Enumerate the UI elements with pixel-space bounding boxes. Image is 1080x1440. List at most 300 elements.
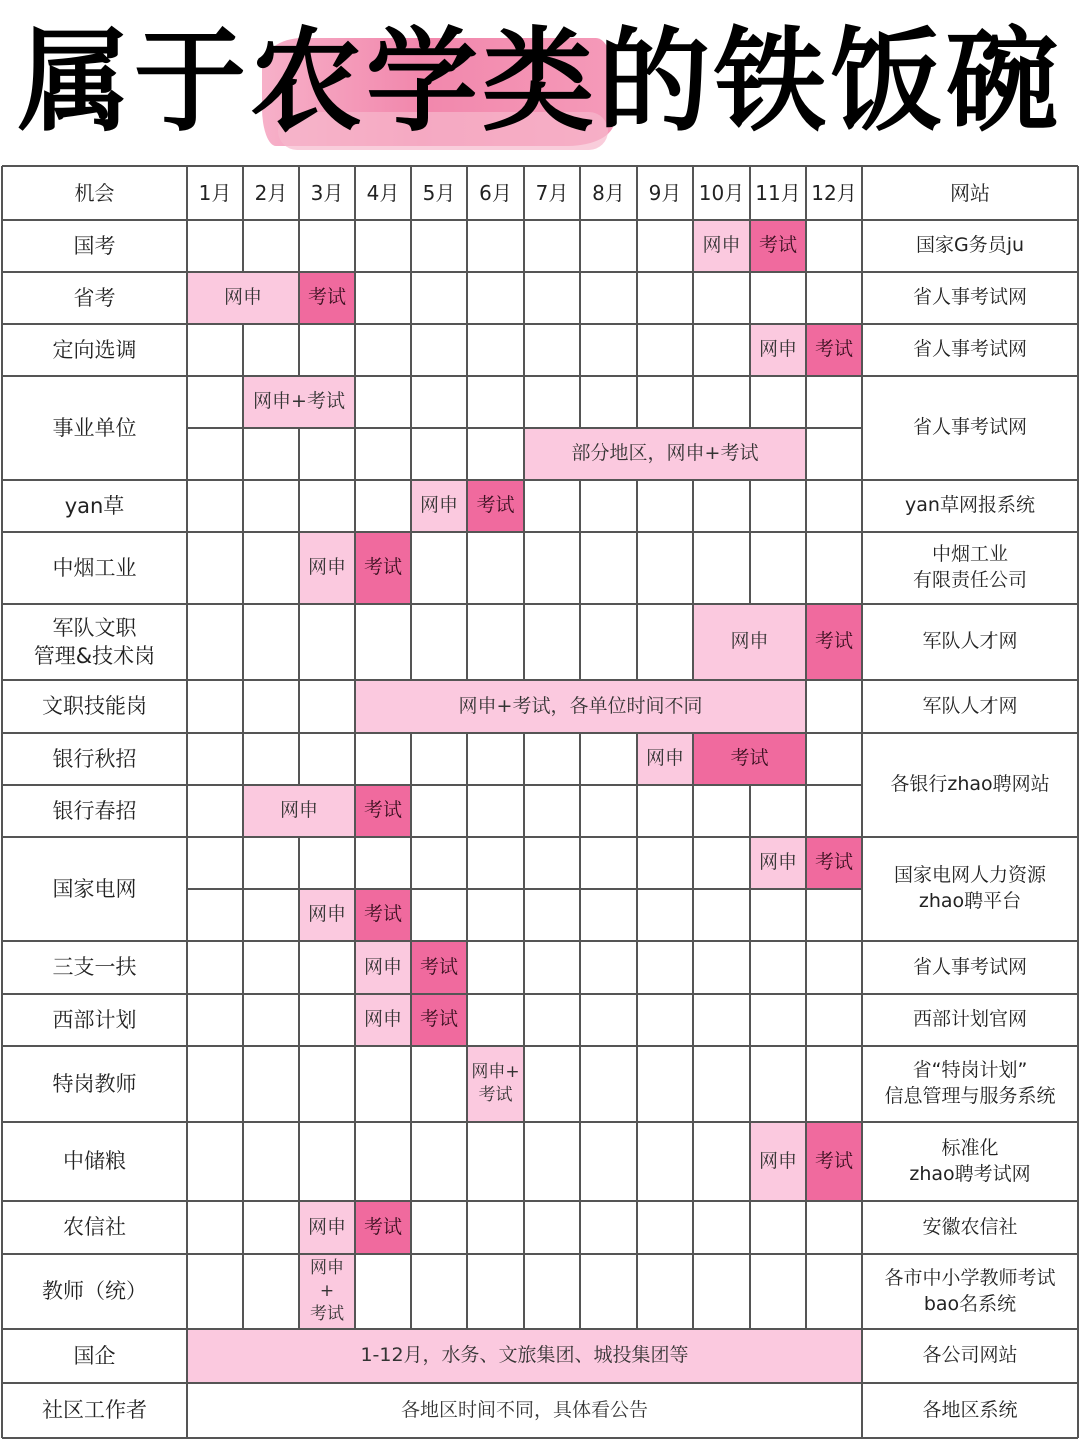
row-website: 军队人才网	[922, 694, 1018, 717]
grid-line	[692, 1046, 694, 1122]
grid-line	[579, 1122, 581, 1201]
grid-line	[749, 376, 751, 428]
row-label: 教师（统）	[42, 1279, 147, 1304]
grid-line	[242, 680, 244, 733]
grid-line	[298, 837, 300, 889]
grid-line	[579, 837, 581, 889]
grid-line	[636, 604, 638, 680]
grid-line	[579, 220, 581, 272]
grid-line	[579, 166, 581, 220]
grid-line	[749, 532, 751, 604]
schedule-bar: 部分地区，网申+考试	[524, 428, 806, 480]
schedule-bar: 网申	[187, 272, 299, 324]
grid-line	[523, 272, 525, 324]
header-month: 10月	[698, 180, 745, 205]
row-label: 三支一扶	[52, 955, 137, 980]
grid-line	[354, 994, 356, 1046]
grid-line	[466, 428, 468, 480]
grid-line	[636, 376, 638, 428]
row-website: 省人事考试网	[912, 338, 1027, 361]
grid-line	[749, 480, 751, 532]
header-month: 9月	[648, 180, 682, 205]
header-month: 11月	[755, 180, 801, 205]
grid-line	[579, 272, 581, 324]
grid-line	[636, 166, 638, 220]
grid-line	[2, 993, 1078, 995]
grid-line	[636, 889, 638, 941]
grid-line	[805, 220, 807, 272]
grid-line	[636, 837, 638, 889]
grid-line	[410, 941, 412, 994]
grid-line	[354, 220, 356, 272]
schedule-bar: 网申+ 考试	[467, 1046, 524, 1122]
grid-line	[692, 604, 694, 680]
grid-line	[579, 480, 581, 532]
grid-line	[354, 1201, 356, 1254]
header-month: 12月	[811, 180, 857, 205]
grid-line	[2, 1200, 1078, 1202]
schedule-bar: 网申	[750, 837, 806, 889]
schedule-bar: 网申	[750, 1122, 806, 1201]
grid-line	[749, 166, 751, 220]
schedule-bar: 考试	[355, 785, 411, 837]
grid-line	[466, 532, 468, 604]
row-website: yan草网报系统	[905, 494, 1035, 517]
grid-line	[636, 532, 638, 604]
schedule-bar: 考试	[806, 837, 862, 889]
grid-line	[805, 604, 807, 680]
grid-line	[692, 837, 694, 889]
grid-line	[466, 480, 468, 532]
grid-line	[523, 994, 525, 1046]
grid-line	[466, 733, 468, 785]
schedule-bar: 考试	[806, 1122, 862, 1201]
row-label: 社区工作者	[42, 1398, 147, 1423]
grid-line	[410, 166, 412, 220]
grid-line	[805, 680, 807, 733]
grid-line	[298, 604, 300, 680]
grid-line	[466, 785, 468, 837]
grid-line	[466, 376, 468, 428]
row-label: 中烟工业	[52, 555, 137, 580]
row-website: 省“特岗计划” 信息管理与服务系统	[884, 1059, 1056, 1107]
grid-line	[410, 1254, 412, 1329]
grid-line	[636, 941, 638, 994]
row-website: 军队人才网	[922, 630, 1018, 653]
grid-line	[523, 376, 525, 428]
page-title: 属于农学类的铁饭碗	[18, 17, 1062, 147]
grid-line	[805, 272, 807, 324]
header-website: 网站	[950, 180, 990, 205]
grid-line	[805, 733, 807, 785]
grid-line	[749, 272, 751, 324]
grid-line	[749, 994, 751, 1046]
grid-line	[410, 324, 412, 376]
grid-line	[805, 785, 807, 837]
grid-line	[2, 1328, 1078, 1330]
grid-line	[636, 1254, 638, 1329]
header-month: 2月	[254, 180, 288, 205]
grid-line	[242, 324, 244, 376]
schedule-bar: 网申	[637, 733, 693, 785]
grid-line	[523, 733, 525, 785]
row-label: 文职技能岗	[42, 694, 147, 719]
grid-line	[861, 166, 863, 1438]
grid-line	[466, 1201, 468, 1254]
schedule-bar: 网申	[243, 785, 355, 837]
row-website: 省人事考试网	[912, 955, 1027, 978]
grid-line	[354, 532, 356, 604]
grid-line	[749, 837, 751, 889]
grid-line	[805, 376, 807, 428]
grid-line	[2, 603, 1078, 605]
grid-line	[466, 941, 468, 994]
grid-line	[298, 166, 300, 220]
grid-line	[354, 889, 356, 941]
grid-line	[579, 324, 581, 376]
grid-line	[579, 994, 581, 1046]
header-month: 4月	[366, 180, 400, 205]
schedule-bar: 考试	[750, 220, 806, 272]
header-month: 1月	[198, 180, 232, 205]
grid-line	[354, 785, 356, 837]
grid-line	[579, 941, 581, 994]
grid-line	[579, 376, 581, 428]
grid-line	[242, 220, 244, 272]
grid-line	[298, 680, 300, 733]
grid-line	[410, 604, 412, 680]
row-website: 国家电网人力资源 zhao聘平台	[893, 864, 1046, 912]
grid-line	[579, 1201, 581, 1254]
grid-line	[636, 272, 638, 324]
grid-line	[805, 532, 807, 604]
grid-line	[523, 1254, 525, 1329]
row-label: 中储粮	[63, 1149, 126, 1174]
row-website: 安徽农信社	[922, 1215, 1018, 1238]
grid-line	[466, 1046, 468, 1122]
grid-line	[298, 733, 300, 785]
grid-line	[354, 324, 356, 376]
grid-line	[579, 604, 581, 680]
grid-line	[692, 324, 694, 376]
grid-line	[298, 889, 300, 941]
schedule-bar: 网申	[355, 941, 411, 994]
grid-line	[242, 994, 244, 1046]
row-label: 省考	[73, 285, 116, 310]
grid-line	[242, 941, 244, 994]
grid-line	[692, 941, 694, 994]
row-label: 定向选调	[52, 337, 137, 362]
grid-line	[2, 836, 1078, 838]
grid-line	[2, 1437, 1078, 1439]
schedule-bar: 考试	[355, 532, 411, 604]
schedule-bar: 网申	[299, 889, 355, 941]
header-month: 3月	[310, 180, 344, 205]
grid-line	[636, 1046, 638, 1122]
grid-line	[242, 1254, 244, 1329]
grid-line	[692, 376, 694, 428]
grid-line	[692, 733, 694, 785]
grid-line	[242, 785, 244, 837]
grid-line	[636, 1122, 638, 1201]
grid-line	[749, 220, 751, 272]
grid-line	[410, 1122, 412, 1201]
grid-line	[186, 166, 188, 1438]
row-label: 国考	[73, 233, 116, 258]
schedule-bar: 考试	[411, 941, 467, 994]
grid-line	[523, 1201, 525, 1254]
grid-line	[692, 1201, 694, 1254]
row-website: 省人事考试网	[912, 286, 1027, 309]
grid-line	[692, 1254, 694, 1329]
row-label: yan草	[64, 493, 125, 518]
schedule-bar: 网申	[750, 324, 806, 376]
grid-line	[805, 994, 807, 1046]
grid-line	[2, 375, 1078, 377]
bank-website: 各银行zhao聘网站	[890, 773, 1050, 796]
row-website: 省人事考试网	[912, 416, 1027, 439]
grid-line	[2, 1253, 1078, 1255]
grid-line	[749, 1046, 751, 1122]
grid-line	[2, 323, 1078, 325]
grid-line	[805, 1046, 807, 1122]
grid-line	[523, 837, 525, 889]
grid-line	[354, 166, 356, 220]
grid-line	[2, 1045, 1078, 1047]
schedule-bar: 网申+考试	[243, 376, 355, 428]
schedule-bar: 各地区时间不同，具体看公告	[400, 1398, 648, 1421]
grid-line	[2, 1382, 1078, 1384]
grid-line	[523, 166, 525, 220]
schedule-bar: 考试	[467, 480, 524, 532]
grid-line	[2, 1121, 1078, 1123]
schedule-bar: 1-12月，水务、文旅集团、城投集团等	[187, 1329, 862, 1383]
row-website: 各公司网站	[922, 1344, 1018, 1367]
grid-line	[298, 220, 300, 272]
grid-line	[354, 941, 356, 994]
grid-line	[242, 837, 244, 889]
grid-line	[354, 428, 356, 480]
row-label: 银行春招	[52, 798, 137, 823]
row-label: 农信社	[63, 1215, 126, 1240]
grid-line	[466, 604, 468, 680]
grid-line	[523, 324, 525, 376]
grid-line	[410, 1201, 412, 1254]
schedule-bar: 网申+ 考试	[299, 1254, 355, 1329]
grid-line	[523, 480, 525, 532]
header-month: 5月	[422, 180, 456, 205]
schedule-bar: 网申+考试，各单位时间不同	[355, 680, 806, 733]
grid-line	[410, 376, 412, 428]
grid-line	[579, 889, 581, 941]
grid-line	[242, 604, 244, 680]
row-label: 银行秋招	[52, 746, 137, 771]
header-month: 8月	[592, 180, 625, 205]
grid-line	[242, 166, 244, 220]
grid-line	[410, 889, 412, 941]
row-website: 国家G务员ju	[915, 234, 1025, 257]
grid-line	[749, 1201, 751, 1254]
grid-line	[410, 428, 412, 480]
schedule-bar: 网申	[355, 994, 411, 1046]
grid-line	[298, 428, 300, 480]
grid-line	[692, 1122, 694, 1201]
grid-line	[636, 480, 638, 532]
row-label: 西部计划	[52, 1007, 137, 1032]
grid-line	[242, 733, 244, 785]
grid-line	[410, 480, 412, 532]
schedule-bar: 考试	[299, 272, 355, 324]
row-label: 特岗教师	[52, 1071, 137, 1096]
grid-line	[466, 889, 468, 941]
row-label: 国家电网	[52, 876, 137, 901]
grid-line	[354, 680, 356, 733]
grid-line	[242, 1201, 244, 1254]
grid-line	[749, 889, 751, 941]
grid-line	[466, 994, 468, 1046]
grid-line	[242, 376, 244, 428]
grid-line	[805, 1122, 807, 1201]
grid-line	[354, 837, 356, 889]
grid-line	[579, 1254, 581, 1329]
grid-line	[749, 1254, 751, 1329]
schedule-bar: 考试	[806, 324, 862, 376]
grid-line	[579, 1046, 581, 1122]
row-website: 各地区系统	[922, 1398, 1018, 1421]
grid-line	[466, 1122, 468, 1201]
grid-line	[298, 324, 300, 376]
grid-line	[579, 785, 581, 837]
grid-line	[2, 271, 1078, 273]
grid-line	[354, 1254, 356, 1329]
grid-line	[636, 733, 638, 785]
grid-line	[466, 272, 468, 324]
grid-line	[636, 1201, 638, 1254]
grid-line	[805, 889, 807, 941]
grid-line	[298, 994, 300, 1046]
grid-line	[2, 784, 862, 786]
grid-line	[298, 1254, 300, 1329]
grid-line	[2, 531, 1078, 533]
schedule-bar: 网申	[693, 604, 806, 680]
grid-line	[298, 480, 300, 532]
schedule-bar: 网申	[299, 1201, 355, 1254]
grid-line	[354, 1122, 356, 1201]
grid-line	[692, 889, 694, 941]
grid-line	[1077, 166, 1079, 1438]
header-month: 7月	[535, 180, 569, 205]
grid-line	[749, 1122, 751, 1201]
grid-line	[749, 941, 751, 994]
grid-line	[636, 994, 638, 1046]
grid-line	[410, 532, 412, 604]
grid-line	[805, 480, 807, 532]
grid-line	[523, 220, 525, 272]
grid-line	[298, 1122, 300, 1201]
grid-line	[523, 1046, 525, 1122]
grid-line	[1, 166, 3, 1438]
header-opportunity: 机会	[74, 180, 115, 205]
grid-line	[523, 428, 525, 480]
grid-line	[410, 994, 412, 1046]
schedule-bar: 考试	[693, 733, 806, 785]
schedule-bar: 考试	[355, 1201, 411, 1254]
grid-line	[298, 941, 300, 994]
grid-line	[410, 785, 412, 837]
grid-line	[523, 785, 525, 837]
grid-line	[692, 480, 694, 532]
row-label: 国企	[73, 1343, 116, 1368]
grid-line	[354, 272, 356, 324]
row-website: 各市中小学教师考试 bao名系统	[884, 1266, 1056, 1315]
grid-line	[410, 220, 412, 272]
grid-line	[805, 941, 807, 994]
grid-line	[466, 324, 468, 376]
schedule-bar: 考试	[355, 889, 411, 941]
grid-line	[298, 1046, 300, 1122]
grid-line	[749, 785, 751, 837]
row-website: 中烟工业 有限责任公司	[912, 543, 1027, 591]
grid-line	[579, 532, 581, 604]
grid-line	[805, 1201, 807, 1254]
grid-line	[2, 940, 1078, 942]
row-website: 西部计划官网	[912, 1008, 1027, 1031]
grid-line	[636, 220, 638, 272]
grid-line	[354, 733, 356, 785]
grid-line	[242, 428, 244, 480]
grid-line	[805, 837, 807, 889]
grid-line	[466, 220, 468, 272]
grid-line	[242, 532, 244, 604]
grid-line	[692, 166, 694, 220]
grid-line	[2, 165, 1078, 167]
grid-line	[466, 166, 468, 220]
grid-line	[636, 324, 638, 376]
schedule-bar: 考试	[411, 994, 467, 1046]
grid-line	[692, 994, 694, 1046]
grid-line	[579, 733, 581, 785]
grid-line	[410, 272, 412, 324]
grid-line	[523, 1122, 525, 1201]
grid-line	[805, 428, 807, 480]
schedule-bar: 网申	[299, 532, 355, 604]
grid-line	[805, 166, 807, 220]
grid-line	[692, 220, 694, 272]
schedule-bar: 考试	[806, 604, 862, 680]
grid-line	[805, 324, 807, 376]
grid-line	[692, 532, 694, 604]
grid-line	[692, 785, 694, 837]
grid-line	[2, 732, 1078, 734]
grid-line	[749, 324, 751, 376]
grid-line	[410, 733, 412, 785]
grid-line	[523, 941, 525, 994]
grid-line	[298, 272, 300, 324]
grid-line	[242, 1046, 244, 1122]
grid-line	[2, 219, 1078, 221]
grid-line	[805, 1254, 807, 1329]
grid-line	[410, 1046, 412, 1122]
schedule-bar: 网申	[693, 220, 750, 272]
grid-line	[354, 376, 356, 428]
grid-line	[692, 272, 694, 324]
grid-line	[298, 532, 300, 604]
grid-line	[523, 889, 525, 941]
grid-line	[410, 837, 412, 889]
schedule-bar: 网申	[411, 480, 467, 532]
grid-line	[242, 1122, 244, 1201]
grid-line	[354, 480, 356, 532]
